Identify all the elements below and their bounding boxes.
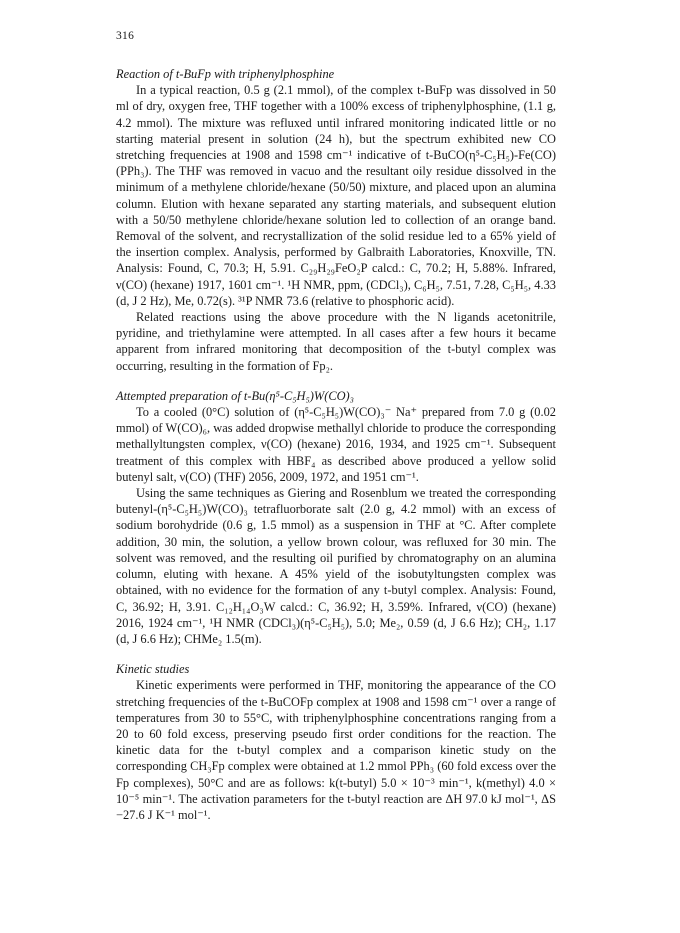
section-reaction-with-triphenylphosphine [116, 66, 556, 374]
article-body [116, 66, 556, 823]
paragraph: Using the same techniques as Giering and Rosenblum we treated the corresponding butenyl-(η⁵-C₅H₅)W(CO)₃ tetrafluorborate salt (2.0 g, 4.2 mmol) with an excess of sodium borohydride (0.6 g, 1.5 mmol) as a suspension in THF at °C. After complete addition, 30 min, the solution, a yellow brown colour, was refluxed for 30 min. The solvent was removed, and the resulting oil purified by chromatography on an alumina column, eluting with hexane. A 45% yield of the isobutyltungsten complex was obtained, with no evidence for the formation of any t-butyl complex. Analysis: Found, C, 36.92; H, 3.91. C₁₂H₁₄O₃W calcd.: C, 36.92; H, 3.59%. Infrared, ν(CO) (hexane) 2016, 1924 cm⁻¹, ¹H NMR (CDCl₃)(η⁵-C₅H₅), 5.0; Me₂, 0.59 (d, J 6.6 Hz); CH₂, 1.17 (d, J 6.6 Hz); CHMe₂ 1.5(m). [116, 486, 556, 646]
section-heading: Attempted preparation of t-Bu(η⁵-C₅H₅)W(CO)₃ [116, 388, 354, 403]
paragraph: In a typical reaction, 0.5 g (2.1 mmol), of the complex t-BuFp was dissolved in 50 ml of dry, oxygen free, THF together with a 100% excess of triphenylphosphine, (1.1 g, 4.2 mmol). The mixture was refluxed until infrared monitoring indicated little or no starting material present in solution (24 h), but the spectrum exhibited new CO stretching frequencies at 1908 and 1598 cm⁻¹ indicative of t-BuCO(η⁵-C₅H₅)-Fe(CO)(PPh₃). The THF was removed in vacuo and the resultant oily residue dissolved in the minimum of a methylene chloride/hexane (50/50) mixture, and placed upon an alumina column. Elution with hexane separated any starting materials, and subsequent elution with a 50/50 methylene chloride/hexane solution led to collection of an orange band. Removal of the solvent, and recrystallization of the solid residue led to a 65% yield of the insertion complex. Analysis, performed by Galbraith Laboratories, Knoxville, TN. Analysis: Found, C, 70.3; H, 5.91. C₂₉H₂₉FeO₂P calcd.: C, 70.2; H, 5.88%. Infrared, ν(CO) (hexane) 1917, 1601 cm⁻¹. ¹H NMR, ppm, (CDCl₃), C₆H₅, 7.51, 7.28, C₅H₅, 4.33 (d, J 2 Hz), Me, 0.72(s). ³¹P NMR 73.6 (relative to phosphoric acid). [116, 83, 556, 308]
page-number: 316 [116, 30, 135, 42]
paragraph: To a cooled (0°C) solution of (η⁵-C₅H₅)W(CO)₃⁻ Na⁺ prepared from 7.0 g (0.02 mmol) of W(CO)₆, was added dropwise methallyl chloride to produce the corresponding methallyltungsten complex, ν(CO) (hexane) 2016, 1934, and 1925 cm⁻¹. Subsequent treatment of this complex with HBF₄ as described above produced a yellow solid butenyl salt, ν(CO) (THF) 2056, 2009, 1972, and 1951 cm⁻¹. [116, 405, 556, 484]
section-kinetic-studies [116, 661, 556, 823]
section-heading: Reaction of t-BuFp with triphenylphosphine [116, 67, 335, 81]
paragraph: Related reactions using the above procedure with the N ligands acetonitrile, pyridine, and triethylamine were attempted. In all cases after a few hours it became apparent from infrared monitoring that decomposition of the t-butyl complex was occurring, resulting in the formation of Fp₂. [116, 310, 556, 373]
section-heading: Kinetic studies [116, 662, 190, 677]
paragraph: Kinetic experiments were performed in THF, monitoring the appearance of the CO stretching frequencies of the t-BuCOFp complex at 1908 and 1598 cm⁻¹ over a range of temperatures from 30 to 55°C, with triphenylphosphine concentrations ranging from a 20 to 60 fold excess, preserving pseudo first order conditions for the reaction. The kinetic data for the t-butyl complex and a comparison kinetic study on the corresponding CH₃Fp complex were obtained at 1.2 mmol PPh₃ (60 fold excess over the Fp complexes), 50°C and are as follows: k(t-butyl) 5.0 × 10⁻³ min⁻¹, k(methyl) 4.0 × 10⁻⁵ min⁻¹. The activation parameters for the t-butyl reaction are ΔH 97.0 kJ mol⁻¹, ΔS −27.6 J K⁻¹ mol⁻¹. [116, 678, 556, 822]
section-attempted-preparation [116, 388, 556, 647]
